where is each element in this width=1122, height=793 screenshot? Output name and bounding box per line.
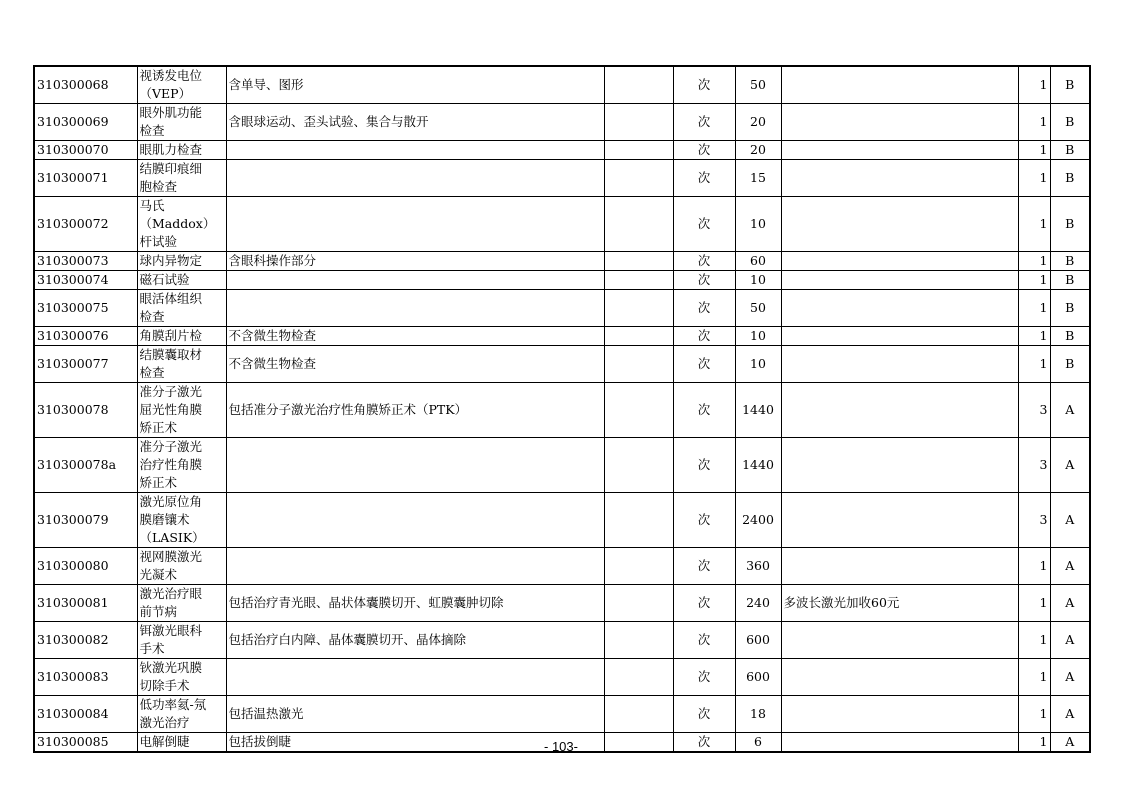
item-unit: 次 — [673, 585, 735, 622]
item-class: B — [1050, 271, 1090, 290]
item-content — [226, 493, 604, 548]
item-level: 3 — [1018, 438, 1050, 493]
item-class: A — [1050, 622, 1090, 659]
item-class: A — [1050, 548, 1090, 585]
item-code: 310300073 — [34, 252, 137, 271]
item-level: 1 — [1018, 197, 1050, 252]
item-name: 铒激光眼科 手术 — [137, 622, 226, 659]
item-code: 310300075 — [34, 290, 137, 327]
item-content: 不含微生物检查 — [226, 327, 604, 346]
item-level: 1 — [1018, 252, 1050, 271]
item-unit: 次 — [673, 290, 735, 327]
item-unit: 次 — [673, 733, 735, 753]
table-row — [34, 346, 1090, 383]
item-content: 包括治疗青光眼、晶状体囊膜切开、虹膜囊肿切除 — [226, 585, 604, 622]
item-unit: 次 — [673, 696, 735, 733]
item-code: 310300072 — [34, 197, 137, 252]
item-note — [781, 696, 1018, 733]
item-unit: 次 — [673, 104, 735, 141]
item-level: 1 — [1018, 548, 1050, 585]
item-price: 10 — [735, 197, 781, 252]
item-note — [781, 659, 1018, 696]
item-price: 240 — [735, 585, 781, 622]
item-note — [781, 66, 1018, 104]
item-class: B — [1050, 290, 1090, 327]
item-note — [781, 141, 1018, 160]
item-name: 结膜囊取材 检查 — [137, 346, 226, 383]
item-content — [226, 141, 604, 160]
item-price: 600 — [735, 622, 781, 659]
item-note — [781, 290, 1018, 327]
table-row — [34, 141, 1090, 160]
item-name: 眼外肌功能 检查 — [137, 104, 226, 141]
table-row — [34, 585, 1090, 622]
item-class: A — [1050, 383, 1090, 438]
item-class: B — [1050, 197, 1090, 252]
item-note — [781, 622, 1018, 659]
item-content: 不含微生物检查 — [226, 346, 604, 383]
item-price: 2400 — [735, 493, 781, 548]
item-code: 310300078 — [34, 383, 137, 438]
table-row — [34, 104, 1090, 141]
item-code: 310300080 — [34, 548, 137, 585]
item-level: 1 — [1018, 271, 1050, 290]
item-price: 50 — [735, 290, 781, 327]
item-code: 310300071 — [34, 160, 137, 197]
item-exclusions — [604, 271, 673, 290]
table-row — [34, 252, 1090, 271]
item-exclusions — [604, 327, 673, 346]
item-class: A — [1050, 493, 1090, 548]
item-name: 眼活体组织 检查 — [137, 290, 226, 327]
item-exclusions — [604, 438, 673, 493]
item-note — [781, 438, 1018, 493]
item-class: A — [1050, 438, 1090, 493]
item-note — [781, 197, 1018, 252]
item-unit: 次 — [673, 622, 735, 659]
item-class: B — [1050, 252, 1090, 271]
item-level: 1 — [1018, 290, 1050, 327]
item-name: 视网膜激光 光凝术 — [137, 548, 226, 585]
item-name: 视诱发电位 （VEP） — [137, 66, 226, 104]
item-price: 50 — [735, 66, 781, 104]
item-level: 1 — [1018, 659, 1050, 696]
item-exclusions — [604, 104, 673, 141]
item-note — [781, 252, 1018, 271]
item-name: 准分子激光 治疗性角膜 矫正术 — [137, 438, 226, 493]
item-note — [781, 271, 1018, 290]
item-exclusions — [604, 252, 673, 271]
item-unit: 次 — [673, 327, 735, 346]
item-code: 310300084 — [34, 696, 137, 733]
item-unit: 次 — [673, 493, 735, 548]
table-row — [34, 548, 1090, 585]
table-row — [34, 438, 1090, 493]
item-code: 310300081 — [34, 585, 137, 622]
item-exclusions — [604, 383, 673, 438]
item-content: 包括拔倒睫 — [226, 733, 604, 753]
item-price: 20 — [735, 104, 781, 141]
item-note: 多波长激光加收60元 — [781, 585, 1018, 622]
item-name: 低功率氦-氖 激光治疗 — [137, 696, 226, 733]
item-exclusions — [604, 493, 673, 548]
fee-table — [33, 65, 1091, 753]
item-unit: 次 — [673, 252, 735, 271]
item-class: B — [1050, 160, 1090, 197]
item-name: 激光原位角 膜磨镶术 （LASIK） — [137, 493, 226, 548]
item-level: 3 — [1018, 383, 1050, 438]
item-exclusions — [604, 659, 673, 696]
item-code: 310300083 — [34, 659, 137, 696]
item-level: 1 — [1018, 622, 1050, 659]
item-level: 1 — [1018, 585, 1050, 622]
item-level: 1 — [1018, 66, 1050, 104]
item-code: 310300068 — [34, 66, 137, 104]
item-name: 马氏 （Maddox） 杆试验 — [137, 197, 226, 252]
item-name: 眼肌力检查 — [137, 141, 226, 160]
item-name: 磁石试验 — [137, 271, 226, 290]
item-level: 1 — [1018, 160, 1050, 197]
item-exclusions — [604, 66, 673, 104]
item-content: 含单导、图形 — [226, 66, 604, 104]
item-exclusions — [604, 290, 673, 327]
table-row — [34, 197, 1090, 252]
item-unit: 次 — [673, 141, 735, 160]
table-row — [34, 290, 1090, 327]
item-code: 310300082 — [34, 622, 137, 659]
item-price: 600 — [735, 659, 781, 696]
item-content: 包括治疗白内障、晶体囊膜切开、晶体摘除 — [226, 622, 604, 659]
item-class: B — [1050, 66, 1090, 104]
item-name: 结膜印痕细 胞检查 — [137, 160, 226, 197]
item-price: 18 — [735, 696, 781, 733]
item-unit: 次 — [673, 548, 735, 585]
item-code: 310300070 — [34, 141, 137, 160]
item-price: 1440 — [735, 438, 781, 493]
item-class: A — [1050, 696, 1090, 733]
item-class: B — [1050, 141, 1090, 160]
item-code: 310300079 — [34, 493, 137, 548]
item-class: B — [1050, 327, 1090, 346]
item-content — [226, 271, 604, 290]
item-class: A — [1050, 659, 1090, 696]
item-price: 10 — [735, 327, 781, 346]
item-content: 含眼科操作部分 — [226, 252, 604, 271]
table-row — [34, 383, 1090, 438]
item-exclusions — [604, 548, 673, 585]
item-note — [781, 548, 1018, 585]
item-level: 1 — [1018, 733, 1050, 753]
item-code: 310300076 — [34, 327, 137, 346]
item-code: 310300074 — [34, 271, 137, 290]
item-price: 10 — [735, 346, 781, 383]
item-content — [226, 197, 604, 252]
item-level: 1 — [1018, 141, 1050, 160]
item-unit: 次 — [673, 66, 735, 104]
item-unit: 次 — [673, 160, 735, 197]
page-number: - 103- — [544, 739, 578, 754]
item-exclusions — [604, 696, 673, 733]
item-content: 包括温热激光 — [226, 696, 604, 733]
item-price: 6 — [735, 733, 781, 753]
item-note — [781, 104, 1018, 141]
item-name: 角膜刮片检 — [137, 327, 226, 346]
item-unit: 次 — [673, 346, 735, 383]
item-level: 1 — [1018, 327, 1050, 346]
item-name: 激光治疗眼 前节病 — [137, 585, 226, 622]
item-name: 钬激光巩膜 切除手术 — [137, 659, 226, 696]
item-exclusions — [604, 197, 673, 252]
table-row — [34, 271, 1090, 290]
item-note — [781, 383, 1018, 438]
table-row — [34, 622, 1090, 659]
item-price: 360 — [735, 548, 781, 585]
item-name: 电解倒睫 — [137, 733, 226, 753]
item-exclusions — [604, 346, 673, 383]
item-content — [226, 659, 604, 696]
table-row — [34, 66, 1090, 104]
item-price: 20 — [735, 141, 781, 160]
item-unit: 次 — [673, 197, 735, 252]
item-note — [781, 160, 1018, 197]
item-content — [226, 438, 604, 493]
item-content — [226, 290, 604, 327]
item-level: 1 — [1018, 104, 1050, 141]
item-note — [781, 493, 1018, 548]
item-price: 15 — [735, 160, 781, 197]
table-row — [34, 493, 1090, 548]
item-class: B — [1050, 346, 1090, 383]
item-content — [226, 160, 604, 197]
item-code: 310300069 — [34, 104, 137, 141]
item-exclusions — [604, 585, 673, 622]
item-unit: 次 — [673, 383, 735, 438]
table-row — [34, 327, 1090, 346]
item-content — [226, 548, 604, 585]
item-price: 10 — [735, 271, 781, 290]
item-class: A — [1050, 585, 1090, 622]
table-row — [34, 696, 1090, 733]
item-class: B — [1050, 104, 1090, 141]
table-row — [34, 160, 1090, 197]
item-content: 包括准分子激光治疗性角膜矫正术（PTK） — [226, 383, 604, 438]
item-code: 310300085 — [34, 733, 137, 753]
item-unit: 次 — [673, 659, 735, 696]
item-price: 60 — [735, 252, 781, 271]
item-code: 310300077 — [34, 346, 137, 383]
item-class: A — [1050, 733, 1090, 753]
item-unit: 次 — [673, 438, 735, 493]
item-unit: 次 — [673, 271, 735, 290]
item-name: 准分子激光 屈光性角膜 矫正术 — [137, 383, 226, 438]
item-content: 含眼球运动、歪头试验、集合与散开 — [226, 104, 604, 141]
item-price: 1440 — [735, 383, 781, 438]
item-name: 球内异物定 — [137, 252, 226, 271]
item-note — [781, 327, 1018, 346]
item-level: 1 — [1018, 696, 1050, 733]
item-exclusions — [604, 622, 673, 659]
item-level: 3 — [1018, 493, 1050, 548]
item-note — [781, 346, 1018, 383]
item-code: 310300078a — [34, 438, 137, 493]
item-level: 1 — [1018, 346, 1050, 383]
item-exclusions — [604, 141, 673, 160]
table-row — [34, 659, 1090, 696]
item-exclusions — [604, 160, 673, 197]
